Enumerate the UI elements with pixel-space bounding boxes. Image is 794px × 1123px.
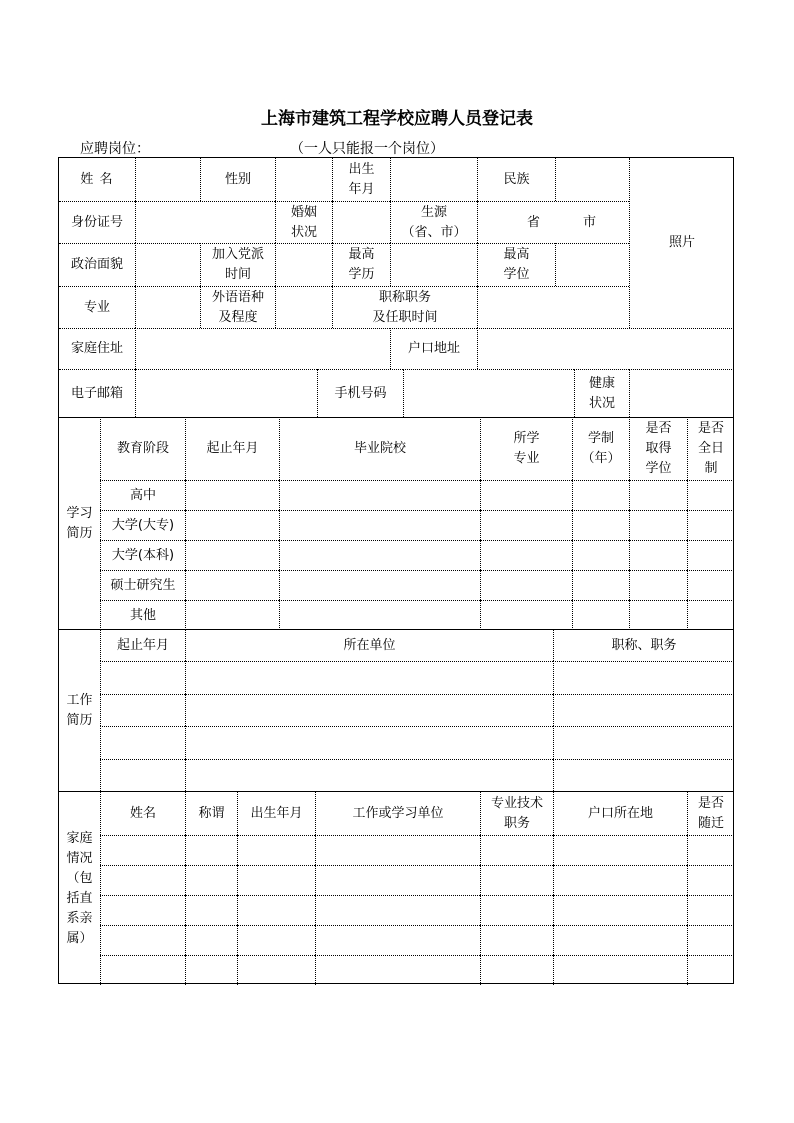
education-stage-label: 高中 xyxy=(100,480,185,510)
education-degree-cell[interactable] xyxy=(629,600,687,630)
education-major-cell[interactable] xyxy=(480,600,572,630)
top-education-label: 最高 学历 xyxy=(332,243,390,286)
education-dates-cell[interactable] xyxy=(185,480,279,510)
education-fulltime-cell[interactable] xyxy=(687,570,734,600)
form-title: 上海市建筑工程学校应聘人员登记表 xyxy=(261,109,533,129)
family-tech-title-cell[interactable] xyxy=(480,895,553,925)
family-hukou-cell[interactable] xyxy=(553,865,687,895)
work-employer-cell[interactable] xyxy=(185,726,553,759)
education-degree-cell[interactable] xyxy=(629,510,687,540)
family-name-cell[interactable] xyxy=(100,865,185,895)
family-name-cell[interactable] xyxy=(100,925,185,955)
family-relation-cell[interactable] xyxy=(185,925,237,955)
family-relocate-cell[interactable] xyxy=(687,955,734,985)
family-hukou-cell[interactable] xyxy=(553,835,687,865)
education-header-major: 所学 专业 xyxy=(480,417,572,480)
top-degree-field[interactable] xyxy=(555,243,629,286)
education-duration-cell[interactable] xyxy=(572,540,629,570)
family-name-cell[interactable] xyxy=(100,835,185,865)
education-major-cell[interactable] xyxy=(480,570,572,600)
education-dates-cell[interactable] xyxy=(185,510,279,540)
education-fulltime-cell[interactable] xyxy=(687,540,734,570)
home-address-label: 家庭住址 xyxy=(59,328,135,369)
education-dates-cell[interactable] xyxy=(185,570,279,600)
province-label: 省 xyxy=(527,215,541,230)
education-header-fulltime: 是否 全日 制 xyxy=(687,417,734,480)
family-hukou-cell[interactable] xyxy=(553,955,687,985)
origin-label: 生源 （省、市） xyxy=(390,201,477,243)
mobile-field[interactable] xyxy=(403,369,574,417)
post-label: 应聘岗位： xyxy=(80,141,150,157)
registration-form-table xyxy=(58,157,734,984)
birth-field[interactable] xyxy=(390,158,477,201)
hukou-address-label: 户口地址 xyxy=(390,328,477,369)
family-relocate-cell[interactable] xyxy=(687,835,734,865)
name-field[interactable] xyxy=(135,158,200,201)
id-number-field[interactable] xyxy=(135,201,275,243)
education-major-cell[interactable] xyxy=(480,510,572,540)
work-employer-cell[interactable] xyxy=(185,694,553,727)
birth-label: 出生 年月 xyxy=(332,158,390,201)
family-header-relation: 称谓 xyxy=(185,791,237,835)
family-relocate-cell[interactable] xyxy=(687,895,734,925)
email-label: 电子邮箱 xyxy=(59,369,135,417)
foreign-language-field[interactable] xyxy=(275,286,332,328)
professional-title-field[interactable] xyxy=(477,286,629,328)
family-relation-cell[interactable] xyxy=(185,895,237,925)
education-school-cell[interactable] xyxy=(279,540,480,570)
work-section-label: 工作 简历 xyxy=(59,629,100,791)
family-birth-cell[interactable] xyxy=(237,835,315,865)
family-name-cell[interactable] xyxy=(100,955,185,985)
education-stage-label: 其他 xyxy=(100,600,185,630)
education-fulltime-cell[interactable] xyxy=(687,480,734,510)
family-relation-cell[interactable] xyxy=(185,835,237,865)
education-school-cell[interactable] xyxy=(279,600,480,630)
work-dates-cell[interactable] xyxy=(100,759,185,792)
education-duration-cell[interactable] xyxy=(572,510,629,540)
work-dates-cell[interactable] xyxy=(100,726,185,759)
work-dates-cell[interactable] xyxy=(100,694,185,727)
family-relocate-cell[interactable] xyxy=(687,865,734,895)
education-stage-label: 硕士研究生 xyxy=(100,570,185,600)
family-tech-title-cell[interactable] xyxy=(480,865,553,895)
gender-label: 性别 xyxy=(200,158,275,201)
education-header-dates: 起止年月 xyxy=(185,417,279,480)
education-header-duration: 学制 （年） xyxy=(572,417,629,480)
ethnicity-label: 民族 xyxy=(477,158,555,201)
work-title-cell[interactable] xyxy=(553,759,734,792)
work-title-cell[interactable] xyxy=(553,694,734,727)
education-degree-cell[interactable] xyxy=(629,480,687,510)
party-time-field[interactable] xyxy=(275,243,332,286)
education-header-school: 毕业院校 xyxy=(279,417,480,480)
education-fulltime-cell[interactable] xyxy=(687,510,734,540)
education-duration-cell[interactable] xyxy=(572,480,629,510)
party-time-label: 加入党派 时间 xyxy=(200,243,275,286)
work-title-cell[interactable] xyxy=(553,661,734,694)
name-label: 姓 名 xyxy=(80,171,114,187)
marital-field[interactable] xyxy=(332,201,390,243)
education-dates-cell[interactable] xyxy=(185,540,279,570)
education-major-cell[interactable] xyxy=(480,540,572,570)
education-degree-cell[interactable] xyxy=(629,570,687,600)
work-header-employer: 所在单位 xyxy=(185,629,553,661)
post-note: （一人只能报一个岗位） xyxy=(290,141,444,157)
family-birth-cell[interactable] xyxy=(237,865,315,895)
family-hukou-cell[interactable] xyxy=(553,895,687,925)
education-stage-label: 大学(本科) xyxy=(100,540,185,570)
health-field[interactable] xyxy=(629,369,734,417)
work-title-cell[interactable] xyxy=(553,726,734,759)
top-degree-label: 最高 学位 xyxy=(477,243,555,286)
foreign-language-label: 外语语种 及程度 xyxy=(200,286,275,328)
family-header-workplace: 工作或学习单位 xyxy=(315,791,480,835)
family-birth-cell[interactable] xyxy=(237,895,315,925)
mobile-label: 手机号码 xyxy=(317,369,403,417)
political-field[interactable] xyxy=(135,243,200,286)
family-header-name: 姓名 xyxy=(100,791,185,835)
family-tech-title-cell[interactable] xyxy=(480,925,553,955)
family-birth-cell[interactable] xyxy=(237,955,315,985)
education-stage-label: 大学(大专) xyxy=(100,510,185,540)
family-header-birth: 出生年月 xyxy=(237,791,315,835)
political-label: 政治面貌 xyxy=(59,243,135,286)
education-major-cell[interactable] xyxy=(480,480,572,510)
family-relation-cell[interactable] xyxy=(185,955,237,985)
email-field[interactable] xyxy=(135,369,317,417)
family-tech-title-cell[interactable] xyxy=(480,955,553,985)
city-label: 市 xyxy=(583,215,597,230)
education-duration-cell[interactable] xyxy=(572,600,629,630)
family-header-relocate: 是否 随迁 xyxy=(687,791,734,835)
work-employer-cell[interactable] xyxy=(185,759,553,792)
work-employer-cell[interactable] xyxy=(185,661,553,694)
major-label: 专业 xyxy=(59,286,135,328)
work-header-title: 职称、职务 xyxy=(553,629,734,661)
family-workplace-cell[interactable] xyxy=(315,925,480,955)
education-dates-cell[interactable] xyxy=(185,600,279,630)
education-header-stage: 教育阶段 xyxy=(100,417,185,480)
family-header-hukou: 户口所在地 xyxy=(553,791,687,835)
family-name-cell[interactable] xyxy=(100,895,185,925)
hukou-address-field[interactable] xyxy=(477,328,734,369)
family-workplace-cell[interactable] xyxy=(315,835,480,865)
family-workplace-cell[interactable] xyxy=(315,895,480,925)
education-fulltime-cell[interactable] xyxy=(687,600,734,630)
family-relation-cell[interactable] xyxy=(185,865,237,895)
education-school-cell[interactable] xyxy=(279,510,480,540)
family-relocate-cell[interactable] xyxy=(687,925,734,955)
family-tech-title-cell[interactable] xyxy=(480,835,553,865)
health-label: 健康 状况 xyxy=(574,369,629,417)
marital-label: 婚姻 状况 xyxy=(275,201,332,243)
family-birth-cell[interactable] xyxy=(237,925,315,955)
work-header-dates: 起止年月 xyxy=(100,629,185,661)
education-duration-cell[interactable] xyxy=(572,570,629,600)
home-address-field[interactable] xyxy=(135,328,390,369)
major-field[interactable] xyxy=(135,286,200,328)
education-degree-cell[interactable] xyxy=(629,540,687,570)
family-section-label: 家庭 情况 （包 括直 系亲 属） xyxy=(59,791,100,985)
education-school-cell[interactable] xyxy=(279,570,480,600)
id-number-label: 身份证号 xyxy=(59,201,135,243)
top-education-field[interactable] xyxy=(390,243,477,286)
gender-field[interactable] xyxy=(275,158,332,201)
education-school-cell[interactable] xyxy=(279,480,480,510)
ethnicity-field[interactable] xyxy=(555,158,629,201)
education-header-degree: 是否 取得 学位 xyxy=(629,417,687,480)
origin-field[interactable] xyxy=(477,201,629,243)
family-header-tech-title: 专业技术 职务 xyxy=(480,791,553,835)
photo-box[interactable]: 照片 xyxy=(629,158,734,328)
work-dates-cell[interactable] xyxy=(100,661,185,694)
education-section-label: 学习 简历 xyxy=(59,417,100,629)
professional-title-label: 职称职务 及任职时间 xyxy=(332,286,477,328)
family-workplace-cell[interactable] xyxy=(315,955,480,985)
family-hukou-cell[interactable] xyxy=(553,925,687,955)
family-workplace-cell[interactable] xyxy=(315,865,480,895)
